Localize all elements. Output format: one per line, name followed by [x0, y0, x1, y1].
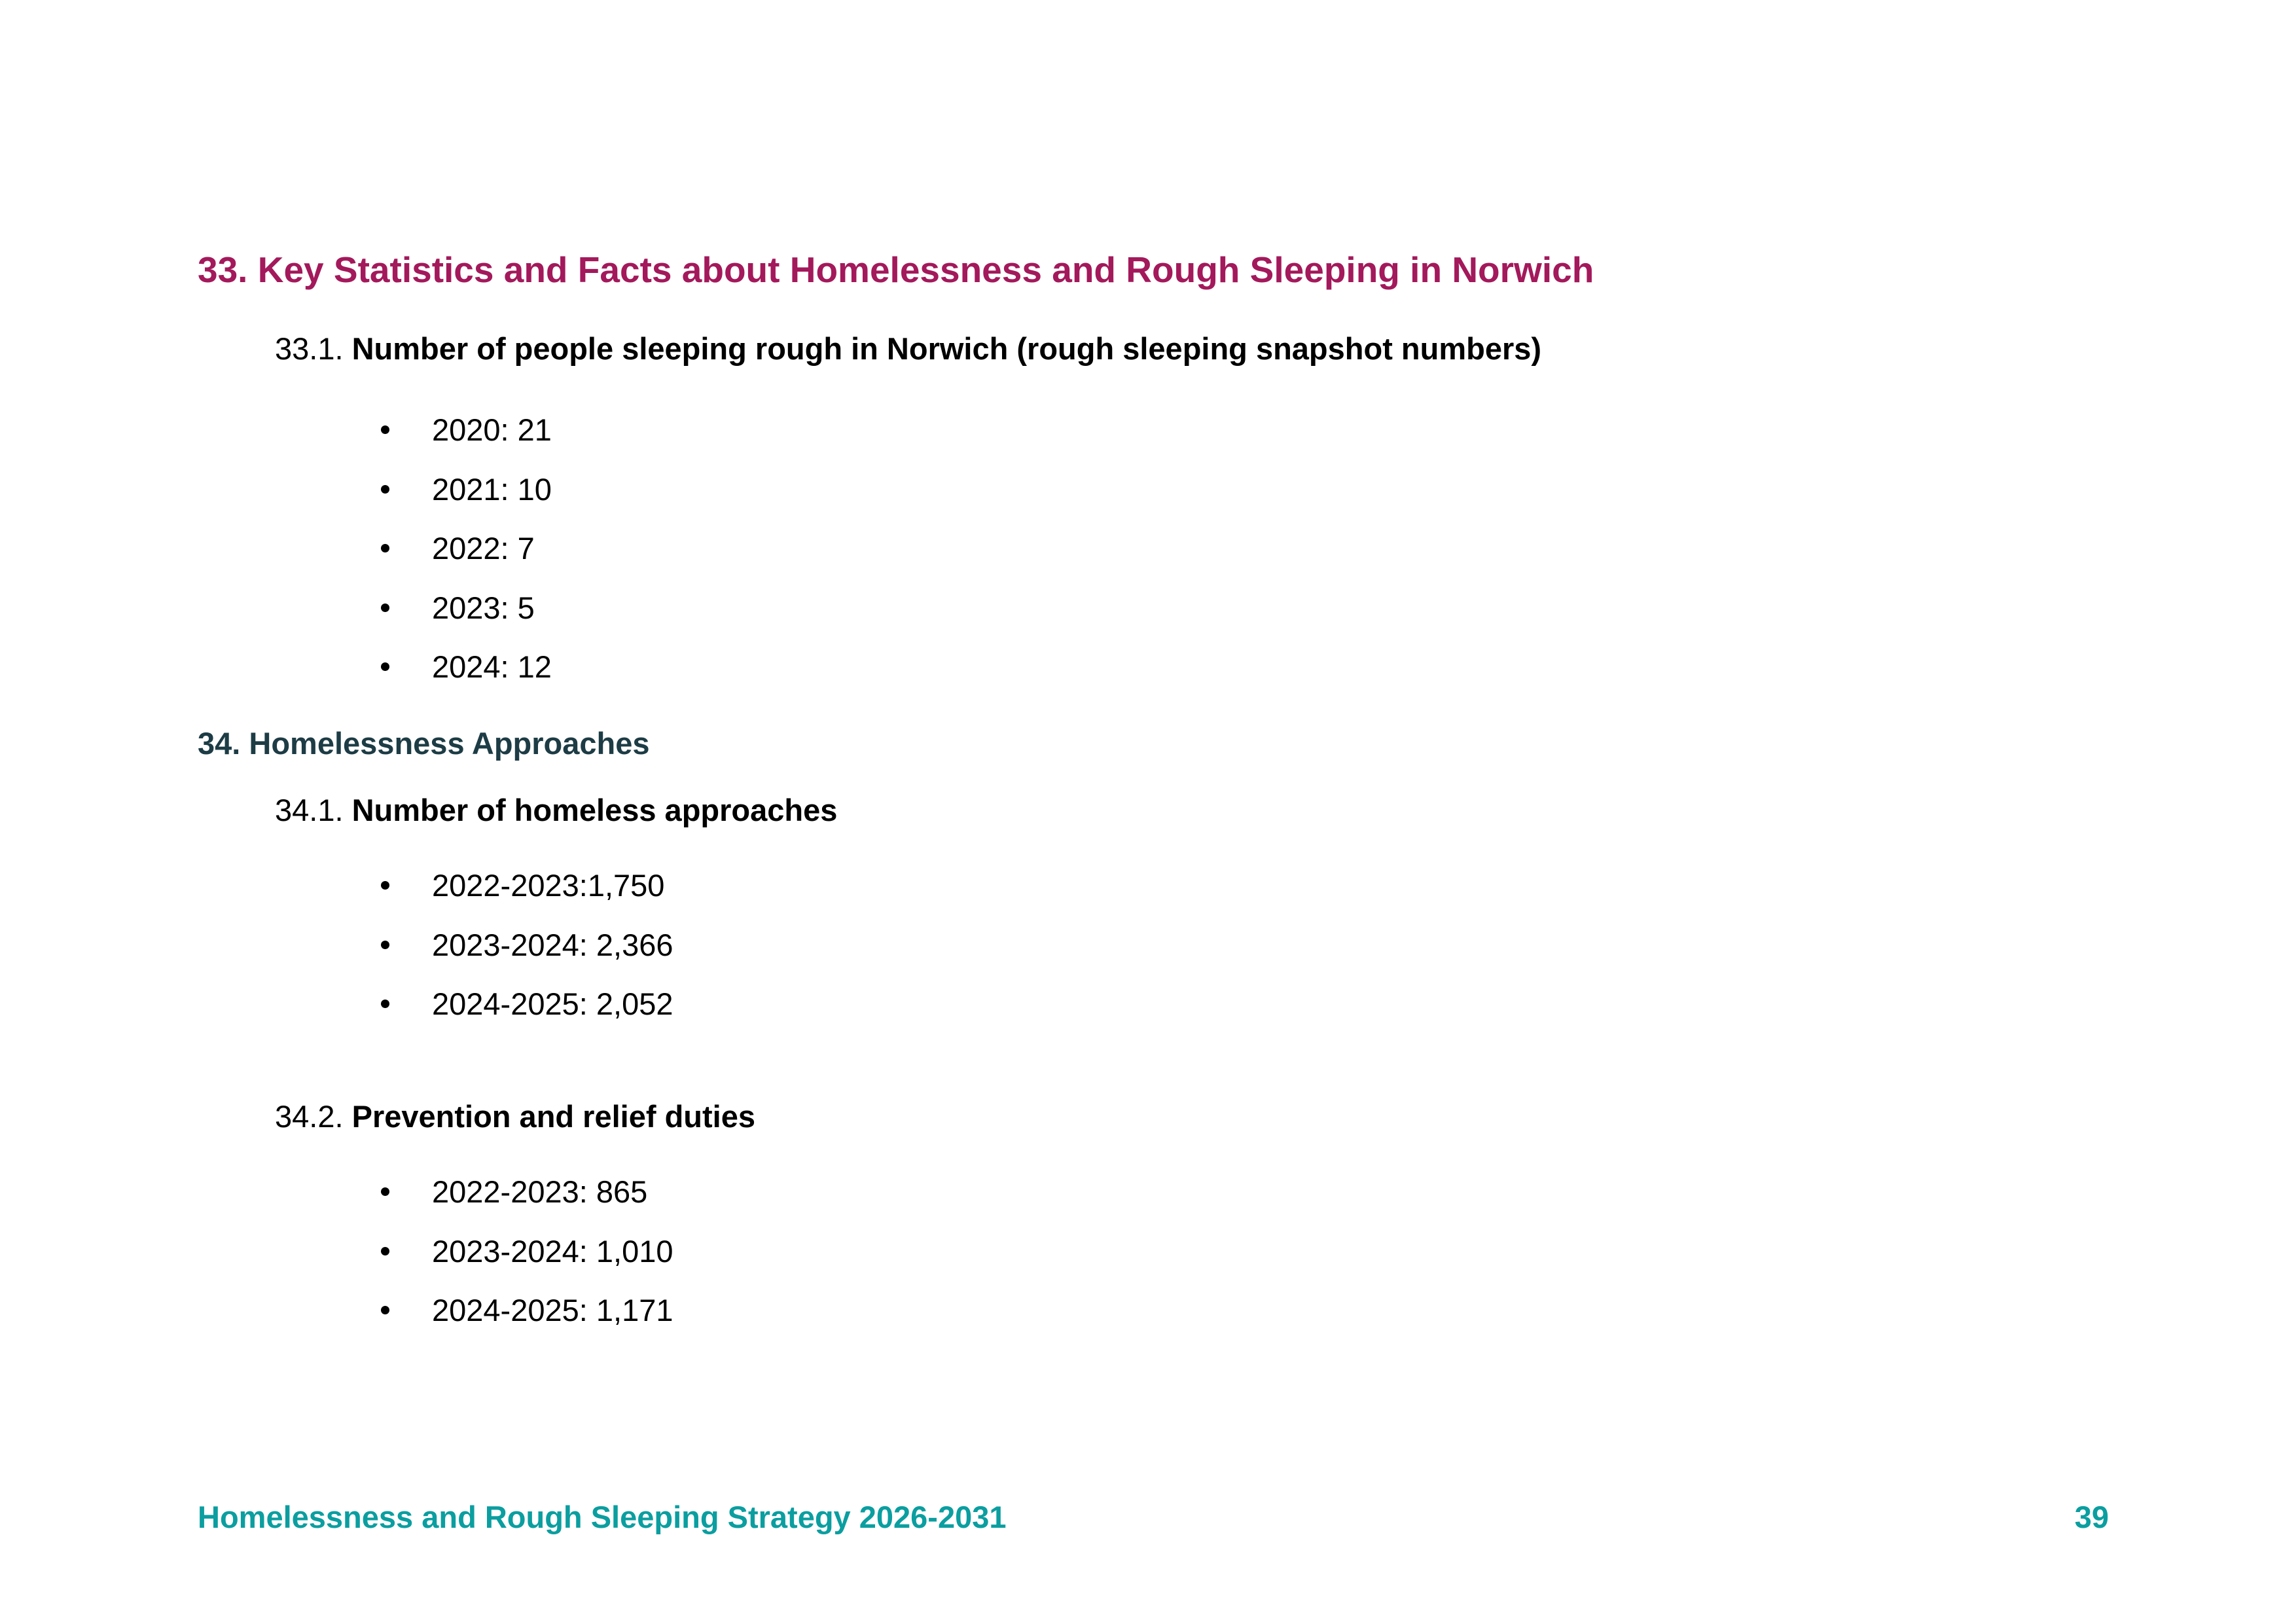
subsection-33-1-number: 33.1.: [275, 331, 344, 366]
bullet-icon: [381, 1187, 389, 1196]
bullet-icon: [381, 425, 389, 434]
bullet-icon: [381, 1247, 389, 1255]
section-33-heading: 33. Key Statistics and Facts about Homelessness and Rough Sleeping in Norwich: [198, 249, 1594, 290]
bullet-icon: [381, 941, 389, 949]
bullet-icon: [381, 544, 389, 552]
bullet-icon: [381, 662, 389, 671]
subsection-33-1: [275, 331, 1541, 367]
document-page: 33. Key Statistics and Facts about Homelessness and Rough Sleeping in Norwich 33.1. Number of people sleeping rough in Norwich (rough sleeping snapshot numbers) 2020: 21 2021: 10 2022: 7 2023: 5 2024: 12 34. Homelessness Approaches 34.1. Number of homeless approaches 2022-2023:1,750 2023-2024: 2,366 2024-2025: 2,052 34.2. Prevention and relief duties 2022-2023: 865 2023-2024: 1,010 2024-2025: 1,171 Homelessness and Rough Sleeping Strategy 2026-2031 39: [198, 249, 2109, 1534]
bullet-icon: [381, 485, 389, 494]
subsection-34-2: [275, 1098, 755, 1134]
bullet-icon: [381, 881, 389, 890]
bullet-icon: [381, 604, 389, 612]
subsection-34-1: [275, 792, 837, 828]
footer-document-title: Homelessness and Rough Sleeping Strategy 2026-2031: [198, 1500, 1007, 1534]
subsection-33-1-title: Number of people sleeping rough in Norwich (rough sleeping snapshot numbers): [351, 331, 1542, 366]
footer-page-number: 39: [2074, 1500, 2109, 1534]
section-34-heading: 34. Homelessness Approaches: [198, 726, 650, 761]
bullet-icon: [381, 1306, 389, 1314]
subsection-34-1-title: Number of homeless approaches: [351, 793, 838, 827]
bullet-icon: [381, 1000, 389, 1008]
subsection-34-2-title: Prevention and relief duties: [351, 1099, 755, 1134]
subsection-34-1-number: 34.1.: [275, 793, 344, 827]
subsection-34-2-number: 34.2.: [275, 1099, 344, 1134]
